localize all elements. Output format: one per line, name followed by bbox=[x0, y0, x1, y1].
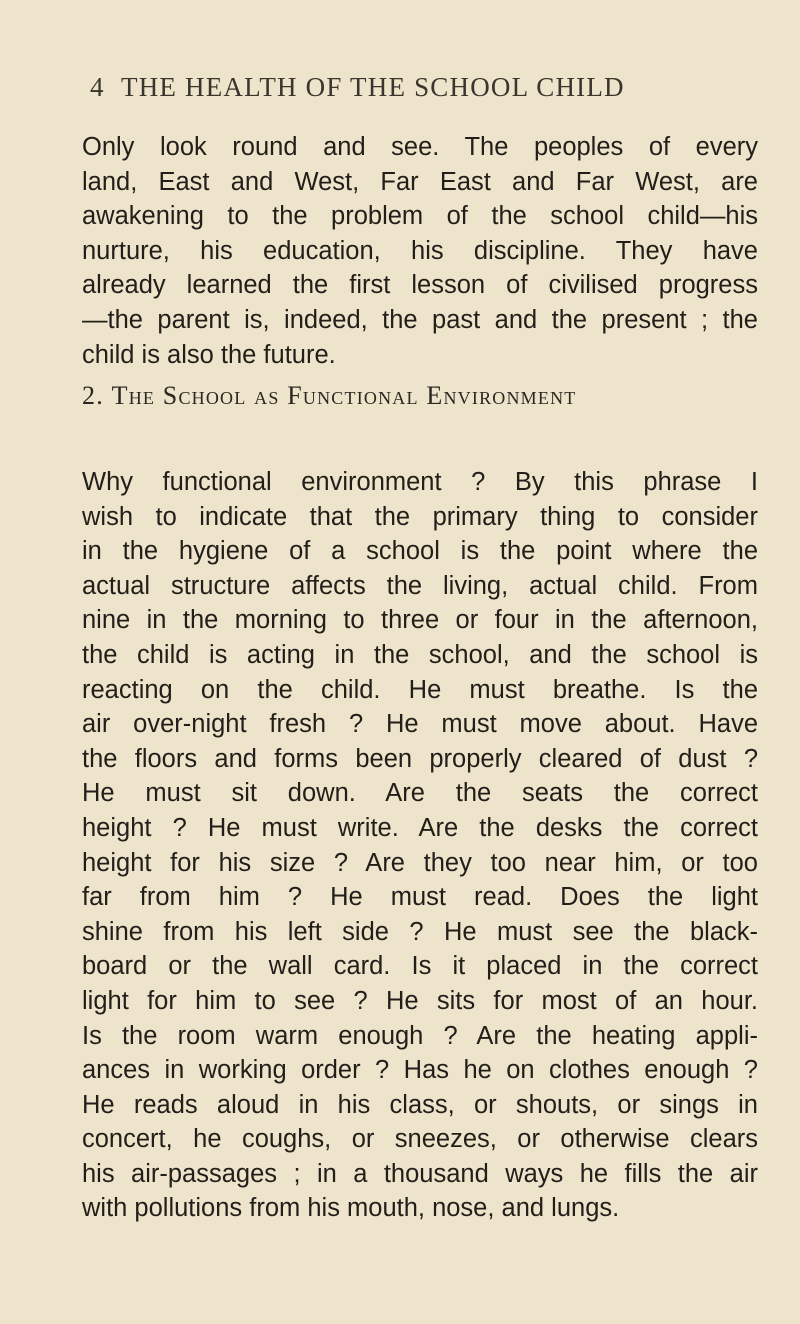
text-line: reacting on the child. He must breathe. Is the bbox=[82, 675, 758, 704]
section-heading bbox=[82, 381, 758, 411]
text-line: —the parent is, indeed, the past and the present ; the bbox=[82, 305, 758, 334]
text-line: Why functional environment ? By this phrase I bbox=[82, 468, 758, 496]
section-number: 2. bbox=[82, 381, 104, 410]
text-line: actual structure affects the living, actual child. From bbox=[82, 571, 758, 600]
text-line: wish to indicate that the primary thing to consider bbox=[82, 502, 758, 531]
text-line: already learned the first lesson of civilised progress bbox=[82, 271, 758, 300]
text-line: nine in the morning to three or four in the afternoon, bbox=[82, 606, 758, 635]
text-line: the floors and forms been properly cleared of dust ? bbox=[82, 744, 758, 773]
text-line: Is the room warm enough ? Are the heating appli- bbox=[82, 1021, 758, 1050]
text-line: child is also the future. bbox=[82, 340, 336, 369]
page-number: 4 bbox=[90, 72, 105, 102]
section-title: The School as Functional Environment bbox=[111, 381, 577, 410]
running-head bbox=[90, 72, 750, 112]
text-line: Only look round and see. The peoples of every bbox=[82, 133, 758, 161]
text-line: air over-night fresh ? He must move about. Have bbox=[82, 710, 758, 739]
text-line: land, East and West, Far East and Far West, are bbox=[82, 167, 758, 196]
text-line: He must sit down. Are the seats the correct bbox=[82, 779, 758, 808]
text-line: height ? He must write. Are the desks the correct bbox=[82, 813, 758, 842]
text-line: awakening to the problem of the school child—his bbox=[82, 202, 758, 231]
text-line: shine from his left side ? He must see the black- bbox=[82, 917, 758, 946]
running-title: THE HEALTH OF THE SCHOOL CHILD bbox=[121, 72, 625, 102]
text-line: in the hygiene of a school is the point where the bbox=[82, 537, 758, 566]
text-line: He reads aloud in his class, or shouts, or sings in bbox=[82, 1090, 758, 1119]
paragraph-1 bbox=[82, 130, 758, 372]
text-line: light for him to see ? He sits for most of an hour. bbox=[82, 986, 758, 1015]
text-line: concert, he coughs, or sneezes, or otherwise clears bbox=[82, 1125, 758, 1154]
text-line: far from him ? He must read. Does the light bbox=[82, 883, 758, 912]
text-line: nurture, his education, his discipline. They have bbox=[82, 236, 758, 265]
text-line: with pollutions from his mouth, nose, and lungs. bbox=[82, 1194, 620, 1223]
paragraph-2 bbox=[82, 465, 758, 1226]
text-line: the child is acting in the school, and the school is bbox=[82, 640, 758, 669]
text-line: board or the wall card. Is it placed in the correct bbox=[82, 952, 758, 981]
text-line: height for his size ? Are they too near him, or too bbox=[82, 848, 758, 877]
text-line: his air-passages ; in a thousand ways he fills the air bbox=[82, 1159, 758, 1188]
text-line: ances in working order ? Has he on clothes enough ? bbox=[82, 1056, 758, 1085]
